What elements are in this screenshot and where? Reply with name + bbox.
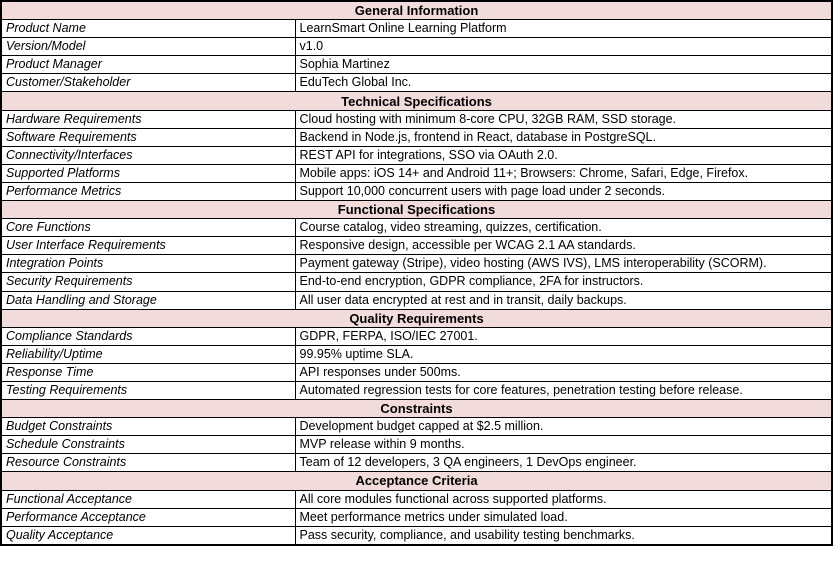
spec-label: Integration Points [1, 255, 295, 273]
table-row [1, 345, 832, 363]
spec-label: Testing Requirements [1, 381, 295, 399]
table-row [1, 255, 832, 273]
spec-label: Product Manager [1, 56, 295, 74]
table-row [1, 146, 832, 164]
spec-label: Software Requirements [1, 128, 295, 146]
spec-value: Automated regression tests for core features, penetration testing before release. [295, 381, 832, 399]
spec-label: Schedule Constraints [1, 436, 295, 454]
spec-value: Development budget capped at $2.5 million. [295, 418, 832, 436]
spec-label: Connectivity/Interfaces [1, 146, 295, 164]
spec-label: Hardware Requirements [1, 110, 295, 128]
table-row [1, 273, 832, 291]
spec-value: Pass security, compliance, and usability testing benchmarks. [295, 526, 832, 545]
section-title: Acceptance Criteria [1, 472, 832, 490]
table-row [1, 508, 832, 526]
section-title: Quality Requirements [1, 309, 832, 327]
section-header-functional-specifications [1, 201, 832, 219]
table-row [1, 291, 832, 309]
spec-value: Responsive design, accessible per WCAG 2.1 AA standards. [295, 237, 832, 255]
section-header-acceptance-criteria [1, 472, 832, 490]
section-header-technical-specifications [1, 92, 832, 110]
spec-value: Cloud hosting with minimum 8-core CPU, 32GB RAM, SSD storage. [295, 110, 832, 128]
spec-value: Sophia Martinez [295, 56, 832, 74]
spec-value: API responses under 500ms. [295, 363, 832, 381]
section-title: General Information [1, 1, 832, 20]
spec-value: Support 10,000 concurrent users with page load under 2 seconds. [295, 182, 832, 200]
spec-label: Response Time [1, 363, 295, 381]
spec-label: Security Requirements [1, 273, 295, 291]
spec-label: Compliance Standards [1, 327, 295, 345]
table-row [1, 110, 832, 128]
section-title: Technical Specifications [1, 92, 832, 110]
spec-value: Backend in Node.js, frontend in React, database in PostgreSQL. [295, 128, 832, 146]
spec-label: Version/Model [1, 38, 295, 56]
table-row [1, 74, 832, 92]
spec-label: Performance Acceptance [1, 508, 295, 526]
table-row [1, 164, 832, 182]
spec-value: LearnSmart Online Learning Platform [295, 20, 832, 38]
table-row [1, 490, 832, 508]
section-header-constraints [1, 400, 832, 418]
spec-label: Quality Acceptance [1, 526, 295, 545]
table-row [1, 436, 832, 454]
spec-label: Performance Metrics [1, 182, 295, 200]
section-title: Constraints [1, 400, 832, 418]
spec-value: MVP release within 9 months. [295, 436, 832, 454]
spec-value: Course catalog, video streaming, quizzes, certification. [295, 219, 832, 237]
spec-value: REST API for integrations, SSO via OAuth 2.0. [295, 146, 832, 164]
spec-label: Supported Platforms [1, 164, 295, 182]
spec-value: End-to-end encryption, GDPR compliance, 2FA for instructors. [295, 273, 832, 291]
table-row [1, 56, 832, 74]
table-row [1, 363, 832, 381]
spec-value: GDPR, FERPA, ISO/IEC 27001. [295, 327, 832, 345]
spec-label: Reliability/Uptime [1, 345, 295, 363]
section-header-quality-requirements [1, 309, 832, 327]
table-row [1, 454, 832, 472]
spec-value: EduTech Global Inc. [295, 74, 832, 92]
table-row [1, 38, 832, 56]
spec-label: Budget Constraints [1, 418, 295, 436]
table-row [1, 327, 832, 345]
spec-label: User Interface Requirements [1, 237, 295, 255]
table-row [1, 237, 832, 255]
spec-label: Core Functions [1, 219, 295, 237]
table-row [1, 381, 832, 399]
spec-value: Team of 12 developers, 3 QA engineers, 1 DevOps engineer. [295, 454, 832, 472]
spec-value: Meet performance metrics under simulated load. [295, 508, 832, 526]
table-row [1, 526, 832, 545]
spec-label: Resource Constraints [1, 454, 295, 472]
table-row [1, 219, 832, 237]
spec-label: Functional Acceptance [1, 490, 295, 508]
spec-value: Mobile apps: iOS 14+ and Android 11+; Browsers: Chrome, Safari, Edge, Firefox. [295, 164, 832, 182]
section-header-general-information [1, 1, 832, 20]
table-row [1, 20, 832, 38]
spec-value: All core modules functional across supported platforms. [295, 490, 832, 508]
table-row [1, 182, 832, 200]
spec-value: Payment gateway (Stripe), video hosting (AWS IVS), LMS interoperability (SCORM). [295, 255, 832, 273]
table-row [1, 128, 832, 146]
spec-label: Customer/Stakeholder [1, 74, 295, 92]
spec-value: v1.0 [295, 38, 832, 56]
section-title: Functional Specifications [1, 201, 832, 219]
spec-value: 99.95% uptime SLA. [295, 345, 832, 363]
spec-label: Product Name [1, 20, 295, 38]
table-row [1, 418, 832, 436]
spec-label: Data Handling and Storage [1, 291, 295, 309]
spec-value: All user data encrypted at rest and in transit, daily backups. [295, 291, 832, 309]
